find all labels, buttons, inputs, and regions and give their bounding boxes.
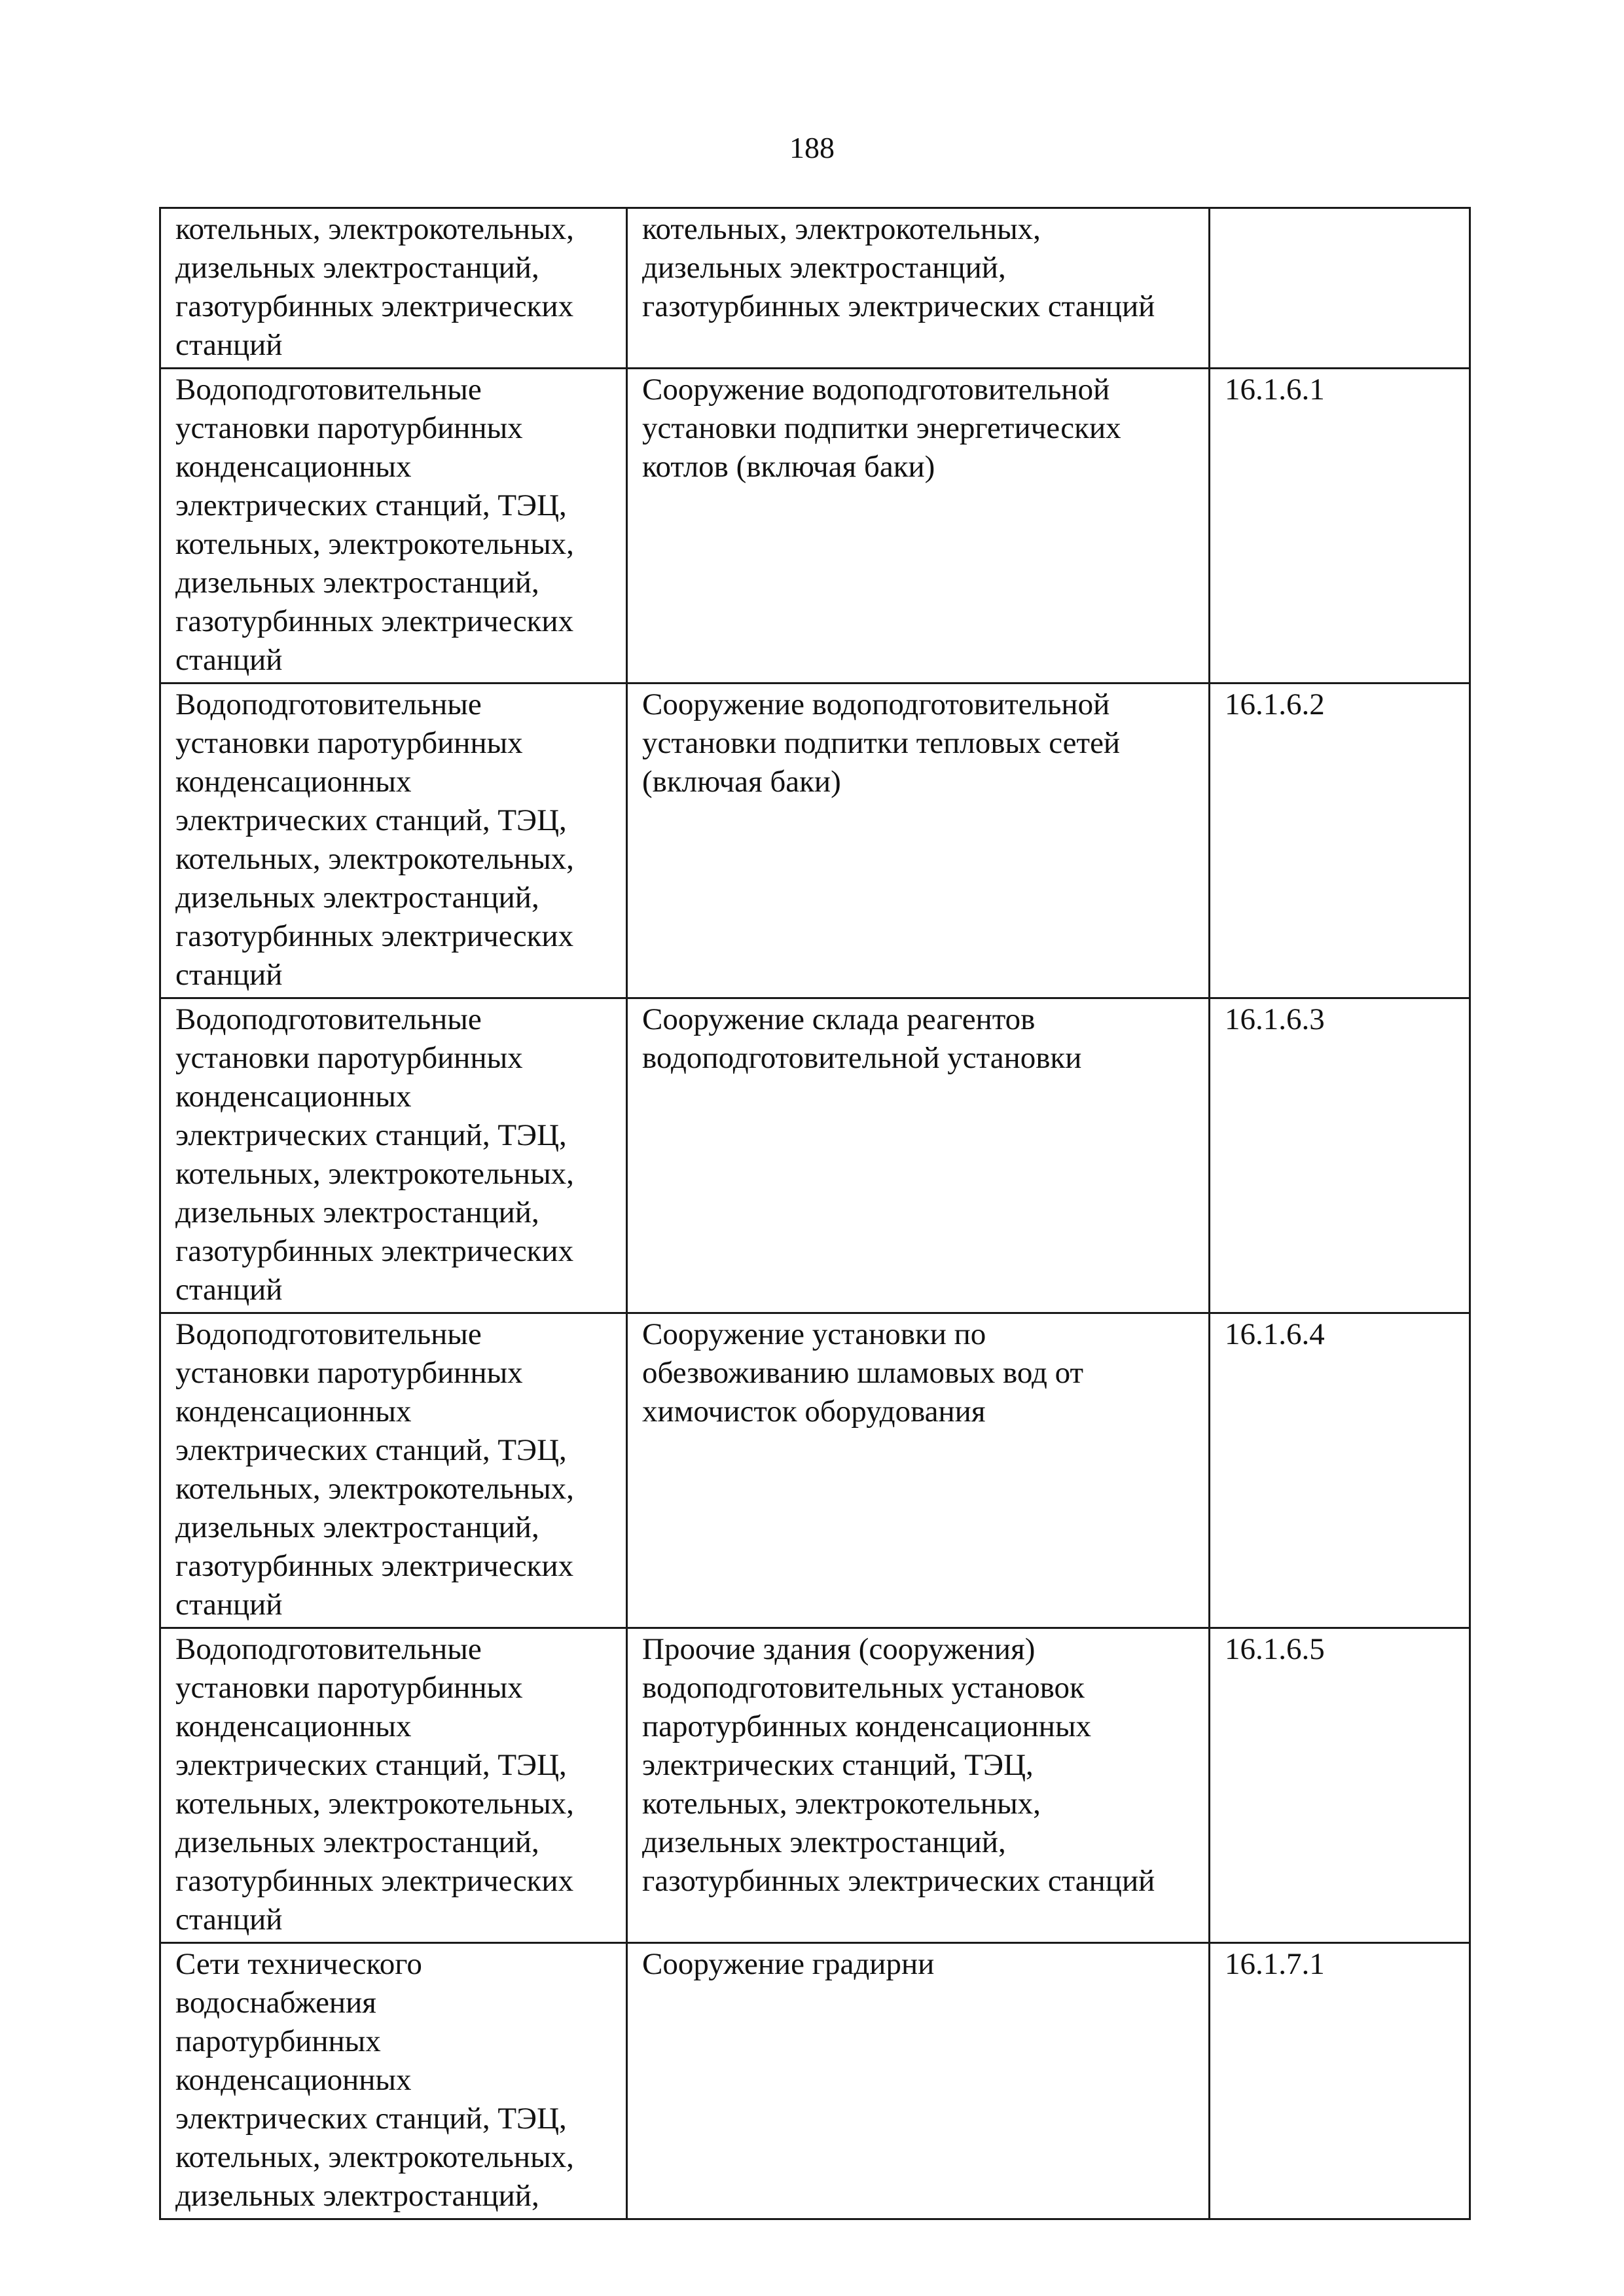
table-row xyxy=(160,1313,1470,1628)
object-name-cell: Сети технического водоснабжения паротурбинных конденсационных электрических станций, ТЭЦ, котельных, электрокотельных, дизельных электростанций, xyxy=(160,1943,627,2219)
code-cell: 16.1.7.1 xyxy=(1210,1943,1470,2219)
object-name-cell: Водоподготовительные установки паротурбинных конденсационных электрических станций, ТЭЦ, котельных, электрокотельных, дизельных электростанций, газотурбинных электрических станций xyxy=(160,683,627,998)
code-cell: 16.1.6.3 xyxy=(1210,998,1470,1313)
table-row xyxy=(160,683,1470,998)
code-cell xyxy=(1210,208,1470,369)
description-cell: Сооружение водоподготовительной установки подпитки энергетических котлов (включая баки) xyxy=(627,369,1210,683)
description-cell: Сооружение водоподготовительной установки подпитки тепловых сетей (включая баки) xyxy=(627,683,1210,998)
description-cell: котельных, электрокотельных, дизельных электростанций, газотурбинных электрических станций xyxy=(627,208,1210,369)
code-cell: 16.1.6.5 xyxy=(1210,1628,1470,1943)
table-row xyxy=(160,1943,1470,2219)
code-cell: 16.1.6.2 xyxy=(1210,683,1470,998)
classification-table xyxy=(159,207,1471,2220)
object-name-cell: котельных, электрокотельных, дизельных электростанций, газотурбинных электрических станций xyxy=(160,208,627,369)
page-number: 188 xyxy=(789,131,835,164)
description-cell: Сооружение склада реагентов водоподготовительной установки xyxy=(627,998,1210,1313)
object-name-cell: Водоподготовительные установки паротурбинных конденсационных электрических станций, ТЭЦ, котельных, электрокотельных, дизельных электростанций, газотурбинных электрических станций xyxy=(160,1313,627,1628)
code-cell: 16.1.6.1 xyxy=(1210,369,1470,683)
table-row xyxy=(160,998,1470,1313)
description-cell: Сооружение градирни xyxy=(627,1943,1210,2219)
description-cell: Сооружение установки по обезвоживанию шламовых вод от химочисток оборудования xyxy=(627,1313,1210,1628)
table-row xyxy=(160,208,1470,369)
object-name-cell: Водоподготовительные установки паротурбинных конденсационных электрических станций, ТЭЦ, котельных, электрокотельных, дизельных электростанций, газотурбинных электрических станций xyxy=(160,998,627,1313)
table-row xyxy=(160,369,1470,683)
object-name-cell: Водоподготовительные установки паротурбинных конденсационных электрических станций, ТЭЦ, котельных, электрокотельных, дизельных электростанций, газотурбинных электрических станций xyxy=(160,1628,627,1943)
description-cell: Проочие здания (сооружения) водоподготовительных установок паротурбинных конденсационных электрических станций, ТЭЦ, котельных, электрокотельных, дизельных электростанций, газотурбинных электрических станций xyxy=(627,1628,1210,1943)
code-cell: 16.1.6.4 xyxy=(1210,1313,1470,1628)
table-row xyxy=(160,1628,1470,1943)
object-name-cell: Водоподготовительные установки паротурбинных конденсационных электрических станций, ТЭЦ, котельных, электрокотельных, дизельных электростанций, газотурбинных электрических станций xyxy=(160,369,627,683)
